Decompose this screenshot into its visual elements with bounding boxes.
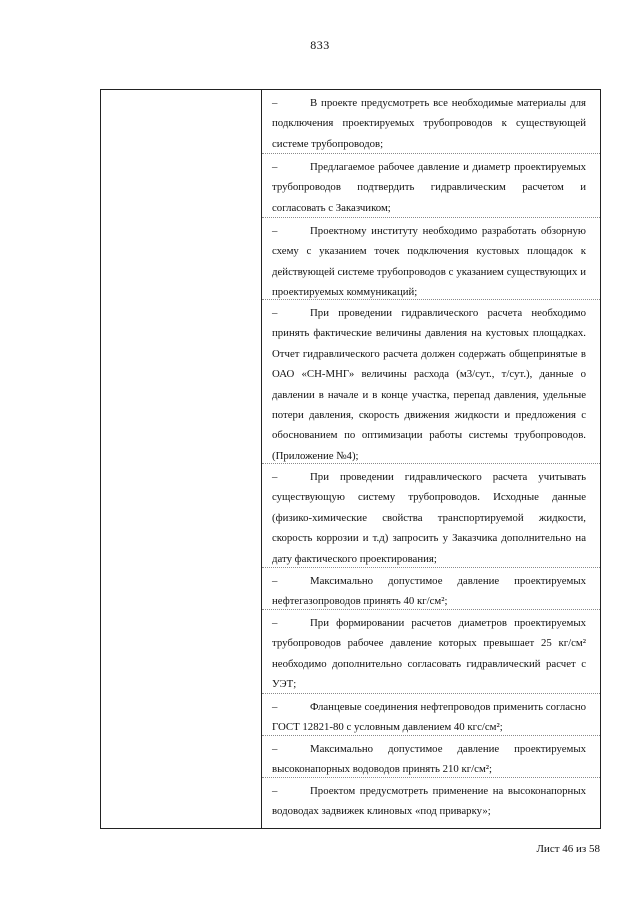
dash-marker: –	[272, 575, 278, 587]
requirement-item	[262, 300, 600, 464]
requirement-text: – При формировании расчетов диаметров проектируемых трубопроводов рабочее давление которых превышает 25 кг/см² необходимо дополнительно согласовать гидравлический расчет с УЭТ;	[272, 613, 586, 695]
requirement-item	[262, 778, 600, 830]
requirement-item	[262, 464, 600, 568]
page-number: 833	[310, 38, 330, 52]
requirements-table	[100, 89, 601, 829]
dash-marker: –	[272, 701, 278, 713]
requirement-item	[262, 694, 600, 736]
dash-marker: –	[272, 225, 278, 237]
dash-marker: –	[272, 617, 278, 629]
dash-marker: –	[272, 743, 278, 755]
requirement-item	[262, 610, 600, 694]
dash-marker: –	[272, 161, 278, 173]
requirement-text: – Максимально допустимое давление проектируемых высоконапорных водоводов принять 210 кг/см²;	[272, 739, 586, 780]
requirement-item	[262, 154, 600, 218]
requirement-item	[262, 90, 600, 154]
requirement-text: – Проектом предусмотреть применение на высоконапорных водоводах задвижек клиновых «под приварку»;	[272, 781, 586, 822]
dash-marker: –	[272, 785, 278, 797]
requirement-text: – Фланцевые соединения нефтепроводов применить согласно ГОСТ 12821-80 с условным давлением 40 кгс/см²;	[272, 697, 586, 738]
requirement-text: – При проведении гидравлического расчета необходимо принять фактические величины давления на кустовых площадках. Отчет гидравлического расчета должен содержать общепринятые в ОАО «СН-МНГ» величины расхода (м3/сут., т/сут.), данные о давлении в начале и в конце участка, перепад давления, удельные потери давления, скорость движения жидкости и предложения с обоснованием по оптимизации работы системы трубопроводов. (Приложение №4);	[272, 303, 586, 466]
dash-marker: –	[272, 97, 278, 109]
requirement-text: – Максимально допустимое давление проектируемых нефтегазопроводов принять 40 кг/см²;	[272, 571, 586, 612]
requirement-text: – При проведении гидравлического расчета учитывать существующую систему трубопроводов. Исходные данные (физико-химические свойства транспортируемой жидкости, скорость коррозии и т.д) запросить у Заказчика дополнительно на дату фактического проектирования;	[272, 467, 586, 569]
sheet-counter: Лист 46 из 58	[536, 843, 600, 855]
requirement-text: – Предлагаемое рабочее давление и диаметр проектируемых трубопроводов подтвердить гидравлическим расчетом и согласовать с Заказчиком;	[272, 157, 586, 218]
requirement-item	[262, 736, 600, 778]
dash-marker: –	[272, 307, 278, 319]
dash-marker: –	[272, 471, 278, 483]
requirement-item	[262, 218, 600, 300]
requirement-text: – Проектному институту необходимо разработать обзорную схему с указанием точек подключения кустовых площадок к действующей системе трубопроводов с указанием существующих и проектируемых коммуникаций;	[272, 221, 586, 303]
requirement-item	[262, 568, 600, 610]
requirement-text: – В проекте предусмотреть все необходимые материалы для подключения проектируемых трубопроводов к существующей системе трубопроводов;	[272, 93, 586, 154]
requirements-column	[262, 90, 600, 828]
